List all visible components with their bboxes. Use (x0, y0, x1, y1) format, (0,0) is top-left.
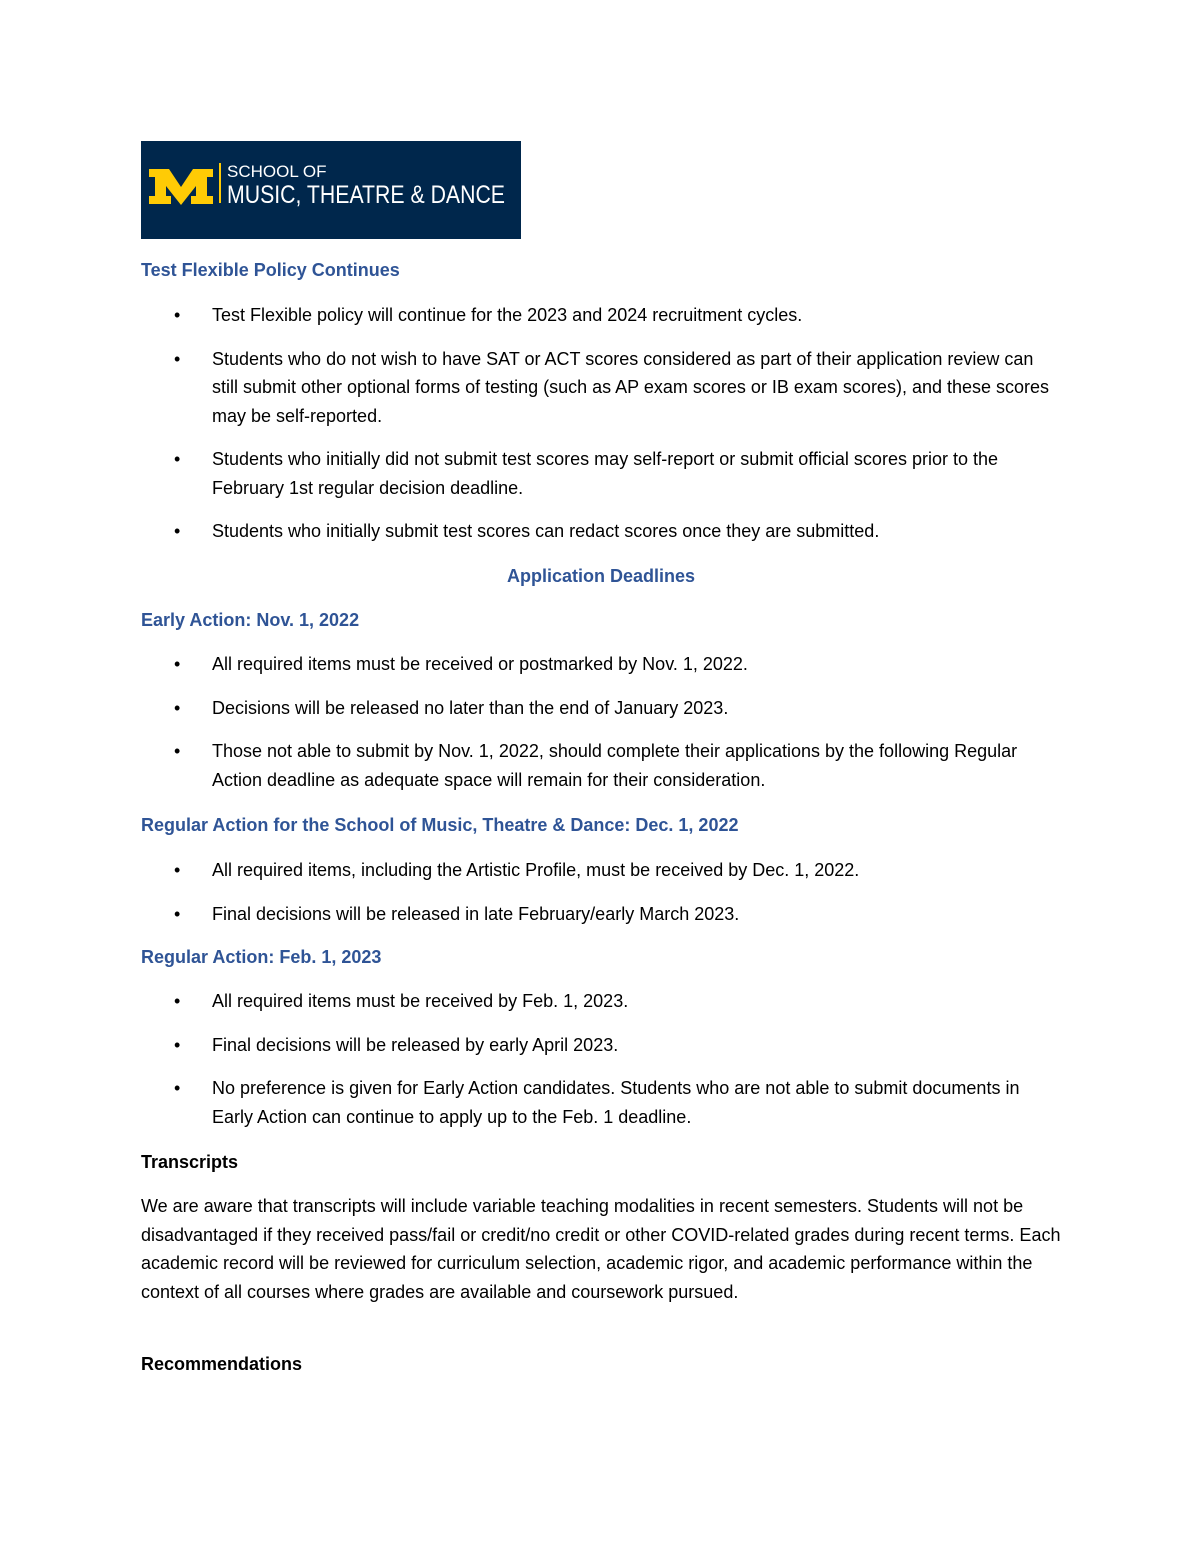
smtd-logo (141, 141, 521, 239)
list-item: • Decisions will be released no later than the end of January 2023. (141, 694, 1061, 723)
early-action-list (141, 650, 1061, 794)
regular-action-section (141, 943, 1061, 971)
transcripts-heading: Transcripts (141, 1152, 239, 1172)
bullet-icon: • (174, 521, 181, 541)
list-item: • Students who initially submit test scores can redact scores once they are submitted. (141, 517, 1061, 546)
list-item: • Students who initially did not submit test scores may self-report or submit official scores prior to the February 1st regular decision deadline. (141, 445, 1061, 502)
bullet-icon: • (174, 741, 181, 761)
regular-smtd-section (141, 811, 1061, 839)
list-item: • Those not able to submit by Nov. 1, 2022, should complete their applications by the following Regular Action deadline as adequate space will remain for their consideration. (141, 737, 1061, 794)
list-item: • All required items must be received by Feb. 1, 2023. (141, 987, 1061, 1016)
list-item: • Final decisions will be released in late February/early March 2023. (141, 900, 1061, 929)
recommendations-section (141, 1350, 1061, 1378)
list-item: • All required items must be received or postmarked by Nov. 1, 2022. (141, 650, 1061, 679)
block-m-logo-icon (141, 141, 521, 239)
regular-smtd-list (141, 856, 1061, 928)
list-item: • All required items, including the Artistic Profile, must be received by Dec. 1, 2022. (141, 856, 1061, 885)
bullet-icon: • (174, 449, 181, 469)
regular-smtd-heading: Regular Action for the School of Music, Theatre & Dance: Dec. 1, 2022 (141, 815, 739, 835)
logo-line-2: MUSIC, THEATRE & DANCE (227, 181, 505, 209)
regular-action-list (141, 987, 1061, 1131)
logo-line-1: SCHOOL OF (227, 162, 327, 181)
list-item: • Test Flexible policy will continue for the 2023 and 2024 recruitment cycles. (141, 301, 1061, 330)
transcripts-body-block (141, 1192, 1061, 1306)
test-flexible-heading: Test Flexible Policy Continues (141, 260, 400, 280)
list-item: • Students who do not wish to have SAT or ACT scores considered as part of their application review can still submit other optional forms of testing (such as AP exam scores or IB exam scores), and these scores may be self-reported. (141, 345, 1061, 431)
bullet-icon: • (174, 1078, 181, 1098)
bullet-icon: • (174, 348, 181, 369)
bullet-icon: • (174, 305, 181, 325)
early-action-heading: Early Action: Nov. 1, 2022 (141, 610, 360, 630)
bullet-icon: • (174, 903, 181, 924)
bullet-icon: • (174, 860, 181, 880)
test-flexible-section (141, 256, 1061, 284)
list-item: • Final decisions will be released by early April 2023. (141, 1031, 1061, 1060)
regular-action-heading: Regular Action: Feb. 1, 2023 (141, 947, 382, 967)
recommendations-heading: Recommendations (141, 1354, 303, 1374)
list-item: • No preference is given for Early Action candidates. Students who are not able to submit documents in Early Action can continue to apply up to the Feb. 1 deadline. (141, 1074, 1061, 1131)
transcripts-section (141, 1148, 1061, 1176)
bullet-icon: • (174, 654, 181, 674)
transcripts-body: We are aware that transcripts will include variable teaching modalities in recent semesters. Students will not be disadvantaged if they received pass/fail or credit/no credit or other COVID-related grades during recent terms. Each academic record will be reviewed for curriculum selection, academic rigor, and academic performance within the context of all courses where grades are available and coursework pursued. (141, 1196, 1061, 1302)
bullet-icon: • (174, 1034, 181, 1055)
bullet-icon: • (174, 697, 181, 718)
bullet-icon: • (174, 991, 181, 1011)
test-flexible-list (141, 301, 1061, 546)
early-action-section (141, 606, 1061, 634)
deadlines-title: Application Deadlines (506, 566, 696, 586)
deadlines-title-block (141, 562, 1061, 590)
